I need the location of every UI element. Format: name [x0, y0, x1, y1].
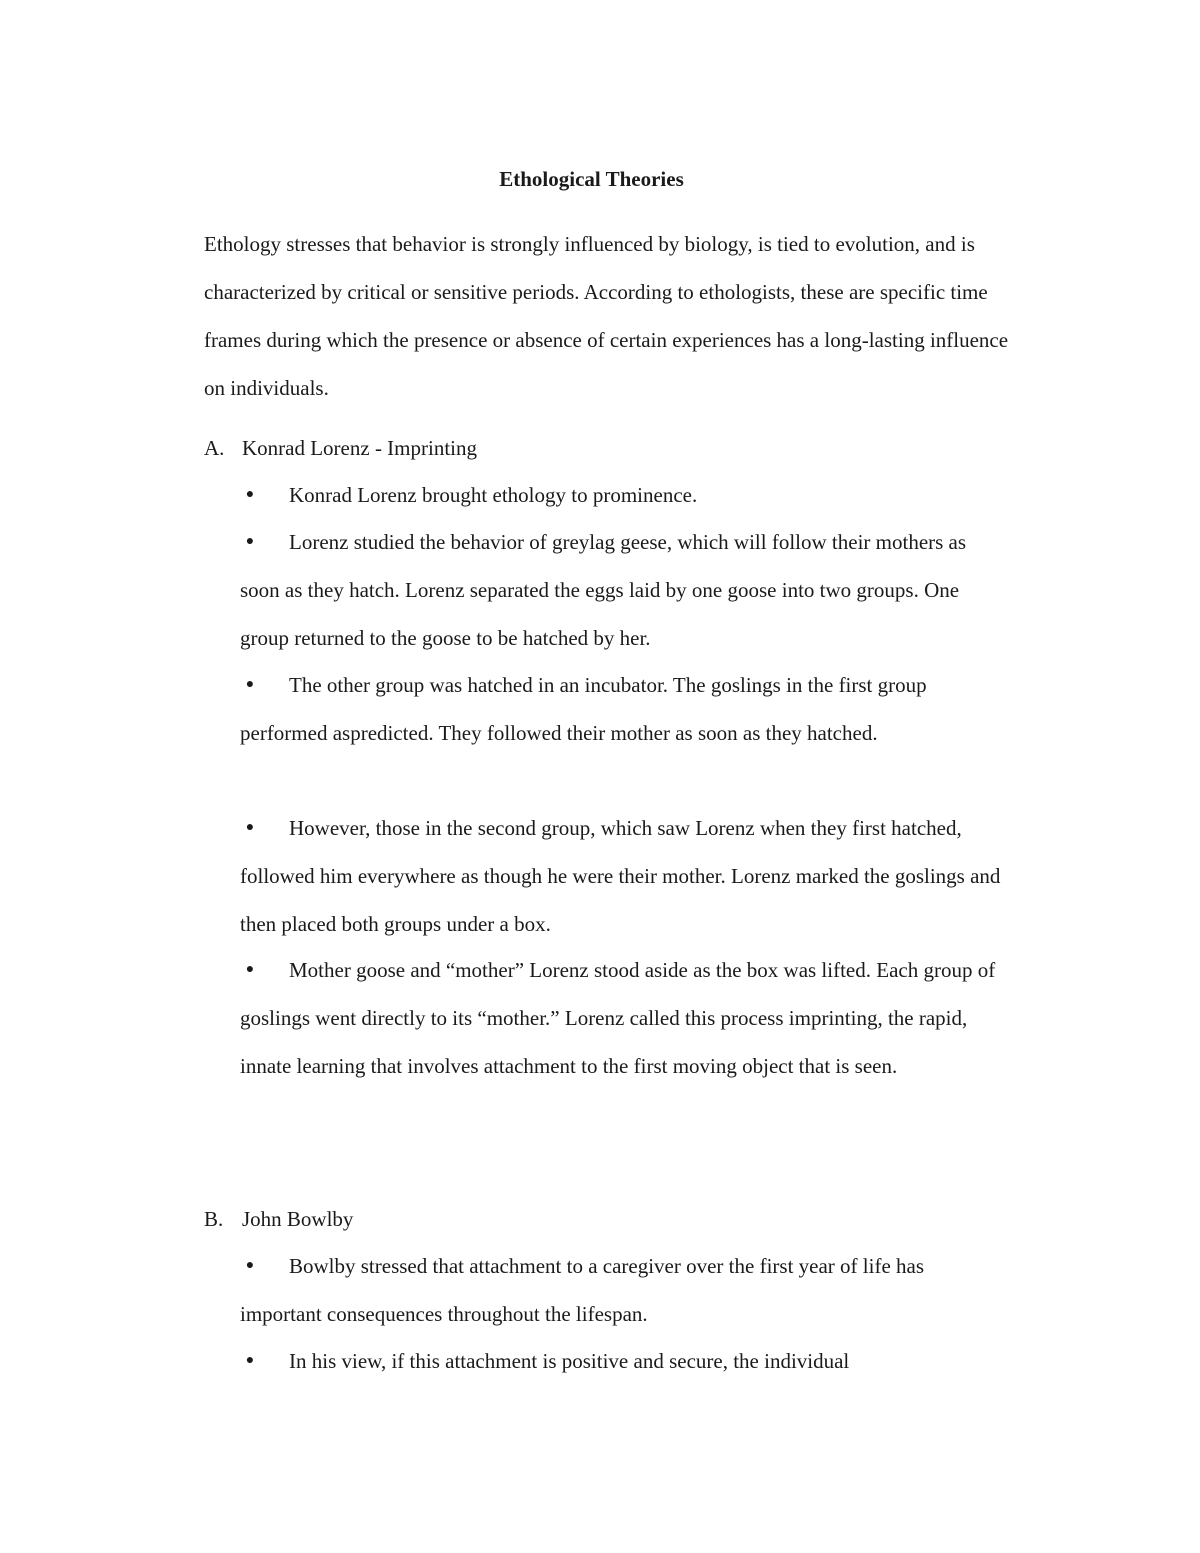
list-item-text: Konrad Lorenz brought ethology to prominence. [289, 483, 698, 507]
list-item [240, 471, 1010, 519]
bullet-dot-icon: ● [245, 1258, 255, 1273]
section-b-heading [204, 1204, 1024, 1234]
bullet-dot-icon: ● [245, 677, 255, 692]
section-b-letter: B. [204, 1207, 224, 1231]
list-item [240, 946, 1010, 1090]
section-b-title: John Bowlby [242, 1207, 354, 1231]
list-item-text: The other group was hatched in an incubator. The goslings in the first group performed aspredicted. They followed their mother as soon as they hatched. [240, 673, 927, 745]
list-item-text: However, those in the second group, which saw Lorenz when they first hatched, followed him everywhere as though he were their mother. Lorenz marked the goslings and then placed both groups under a box. [240, 816, 1001, 936]
list-item-text: In his view, if this attachment is positive and secure, the individual [289, 1349, 850, 1373]
list-item [240, 518, 1010, 662]
list-item [240, 661, 1010, 757]
section-a-heading [204, 433, 1024, 463]
bullet-dot-icon: ● [245, 1353, 255, 1368]
intro-paragraph: Ethology stresses that behavior is strongly influenced by biology, is tied to evolution, and is characterized by critical or sensitive periods. According to ethologists, these are specific time frames during which the presence or absence of certain experiences has a long-lasting influence on individuals. [204, 232, 1009, 400]
section-a-letter: A. [204, 436, 225, 460]
section-b [204, 1204, 1024, 1373]
section-a-title: Konrad Lorenz - Imprinting [242, 436, 478, 460]
list-item [240, 804, 1010, 948]
document-title: Ethological Theories [499, 167, 684, 191]
list-item-text: Lorenz studied the behavior of greylag geese, which will follow their mothers as soon as they hatch. Lorenz separated the eggs laid by one goose into two groups. One group returned to the goose to be hatched by her. [240, 530, 967, 650]
list-item [240, 1337, 1010, 1385]
bullet-dot-icon: ● [245, 820, 255, 835]
bullet-dot-icon: ● [245, 487, 255, 502]
bullet-dot-icon: ● [245, 962, 255, 977]
list-item-text: Mother goose and “mother” Lorenz stood aside as the box was lifted. Each group of goslings went directly to its “mother.” Lorenz called this process imprinting, the rapid, innate learning that involves attachment to the first moving object that is seen. [240, 958, 996, 1078]
list-item [240, 1242, 1010, 1338]
section-a [204, 433, 1024, 1078]
bullet-dot-icon: ● [245, 534, 255, 549]
list-item-text: Bowlby stressed that attachment to a caregiver over the first year of life has important consequences throughout the lifespan. [240, 1254, 925, 1326]
